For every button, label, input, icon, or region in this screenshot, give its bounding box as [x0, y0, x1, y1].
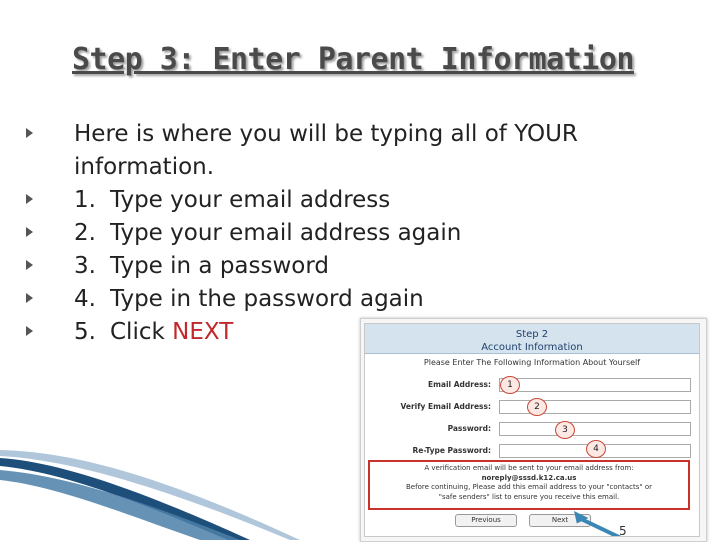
step-number: 2. [74, 220, 96, 246]
bullet-arrow-icon [26, 260, 33, 270]
pointer-arrow-icon [365, 324, 699, 536]
step-number: 4. [74, 286, 96, 312]
previous-button[interactable]: Previous [455, 514, 517, 527]
form-intro: Please Enter The Following Information About Yourself [423, 358, 641, 367]
bullet-arrow-icon [26, 227, 33, 237]
marker-1: 1 [500, 376, 520, 394]
notice-line-2: Before continuing, Please add this email address to your "contacts" or [406, 483, 652, 491]
screenshot-image [360, 318, 707, 542]
step-text: Type in a password [110, 253, 330, 279]
password-label: Password: [447, 424, 491, 433]
step-text: Click [110, 319, 173, 345]
bullet-step [26, 184, 666, 217]
notice-email: noreply@sssd.k12.ca.us [481, 473, 577, 482]
bullet-step [26, 250, 666, 283]
bullet-arrow-icon [26, 326, 33, 336]
slide-title: Step 3: Enter Parent Information [72, 42, 634, 77]
marker-3: 3 [555, 421, 575, 439]
verify-email-label: Verify Email Address: [400, 402, 491, 411]
retype-password-label: Re-Type Password: [412, 446, 491, 455]
notice-line-1: A verification email will be sent to your email address from: [424, 464, 634, 472]
bullet-intro [26, 118, 666, 184]
marker-4: 4 [586, 440, 606, 458]
decorative-swoosh [0, 440, 360, 540]
bullet-arrow-icon [26, 293, 33, 303]
step-text: Type in the password again [110, 286, 424, 312]
notice-line-3: "safe senders" list to ensure you receive this email. [438, 492, 620, 501]
step-text: Type your email address again [110, 220, 462, 246]
account-info-form [364, 323, 700, 537]
email-label: Email Address: [427, 380, 491, 389]
step-text: Type your email address [110, 187, 391, 213]
bullet-arrow-icon [26, 194, 33, 204]
step-number: 5. [74, 319, 96, 345]
bullet-arrow-icon [26, 128, 33, 138]
step-number: 3. [74, 253, 96, 279]
bullet-step [26, 283, 666, 316]
bullet-list [26, 118, 666, 349]
marker-5: 5 [619, 524, 627, 538]
marker-2: 2 [527, 398, 547, 416]
bullet-intro-text: Here is where you will be typing all of YOUR information. [74, 121, 578, 180]
form-step-label: Step 2 [515, 329, 549, 340]
form-title: Account Information [481, 342, 583, 353]
step-number: 1. [74, 187, 96, 213]
step-highlight-next: NEXT [172, 319, 234, 345]
bullet-step [26, 217, 666, 250]
next-button[interactable]: Next [529, 514, 591, 527]
